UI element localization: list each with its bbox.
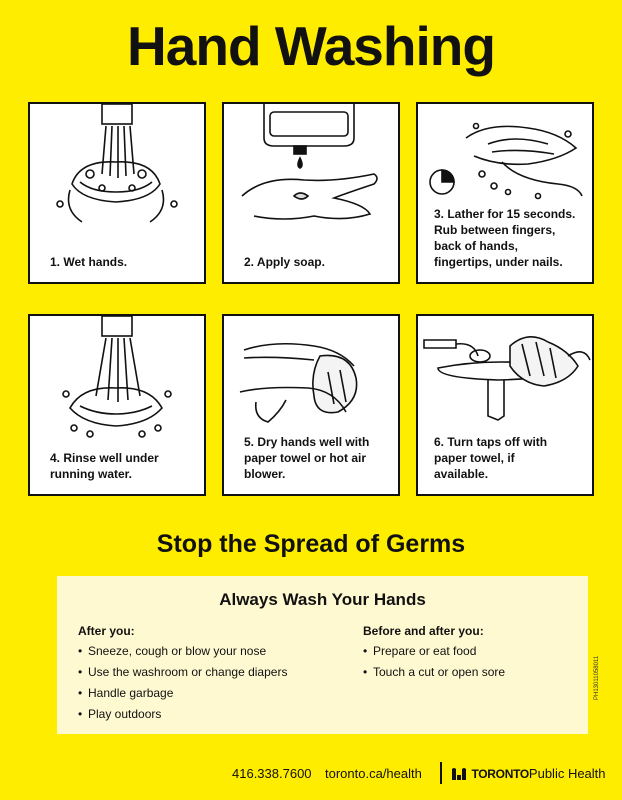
list-item: • Handle garbage <box>78 685 348 706</box>
panel-title: Always Wash Your Hands <box>219 590 426 609</box>
always-wash-panel <box>57 576 588 734</box>
before-and-after-list <box>363 643 573 685</box>
step-4-label: 4. Rinse well under running water. <box>50 451 159 481</box>
footer-website: toronto.ca/health <box>325 766 422 781</box>
dry-hands-illustration <box>224 316 398 446</box>
toronto-public-health-logo <box>451 765 606 783</box>
list-item: • Sneeze, cough or blow your nose <box>78 643 348 664</box>
document-code: PH13011058011 <box>594 655 600 700</box>
after-you-heading: After you: <box>78 624 135 638</box>
list-item: • Touch a cut or open sore <box>363 664 573 685</box>
step-2-label: 2. Apply soap. <box>244 255 325 269</box>
rinse-hands-illustration <box>30 316 204 446</box>
apply-soap-illustration <box>224 104 398 234</box>
step-6-card <box>416 314 594 496</box>
before-and-after-heading: Before and after you: <box>363 624 484 638</box>
step-1-label: 1. Wet hands. <box>50 255 128 269</box>
list-item: • Play outdoors <box>78 706 348 727</box>
before-and-after-column <box>363 624 573 685</box>
step-3-label: 3. Lather for 15 seconds. Rub between fingers, back of hands, fingertips, under nails. <box>434 207 576 269</box>
step-3-card <box>416 102 594 284</box>
footer-divider <box>440 762 442 784</box>
step-5-card <box>222 314 400 496</box>
city-hall-icon <box>451 766 467 780</box>
list-item: • Prepare or eat food <box>363 643 573 664</box>
step-4-card <box>28 314 206 496</box>
poster-title: Hand Washing <box>127 15 495 77</box>
step-2-card <box>222 102 400 284</box>
step-5-label: 5. Dry hands well with paper towel or hot air blower. <box>244 435 370 481</box>
after-you-list <box>78 643 348 727</box>
logo-text: Public Health <box>528 766 606 781</box>
after-you-column <box>78 624 348 727</box>
logo-word: TORONTO <box>471 767 529 781</box>
section-subtitle: Stop the Spread of Germs <box>156 530 466 558</box>
step-6-label: 6. Turn taps off with paper towel, if available. <box>434 435 548 481</box>
wet-hands-illustration <box>30 104 204 234</box>
turn-off-tap-illustration <box>418 316 592 446</box>
list-item: • Use the washroom or change diapers <box>78 664 348 685</box>
step-1-card <box>28 102 206 284</box>
footer-phone: 416.338.7600 <box>232 766 312 781</box>
